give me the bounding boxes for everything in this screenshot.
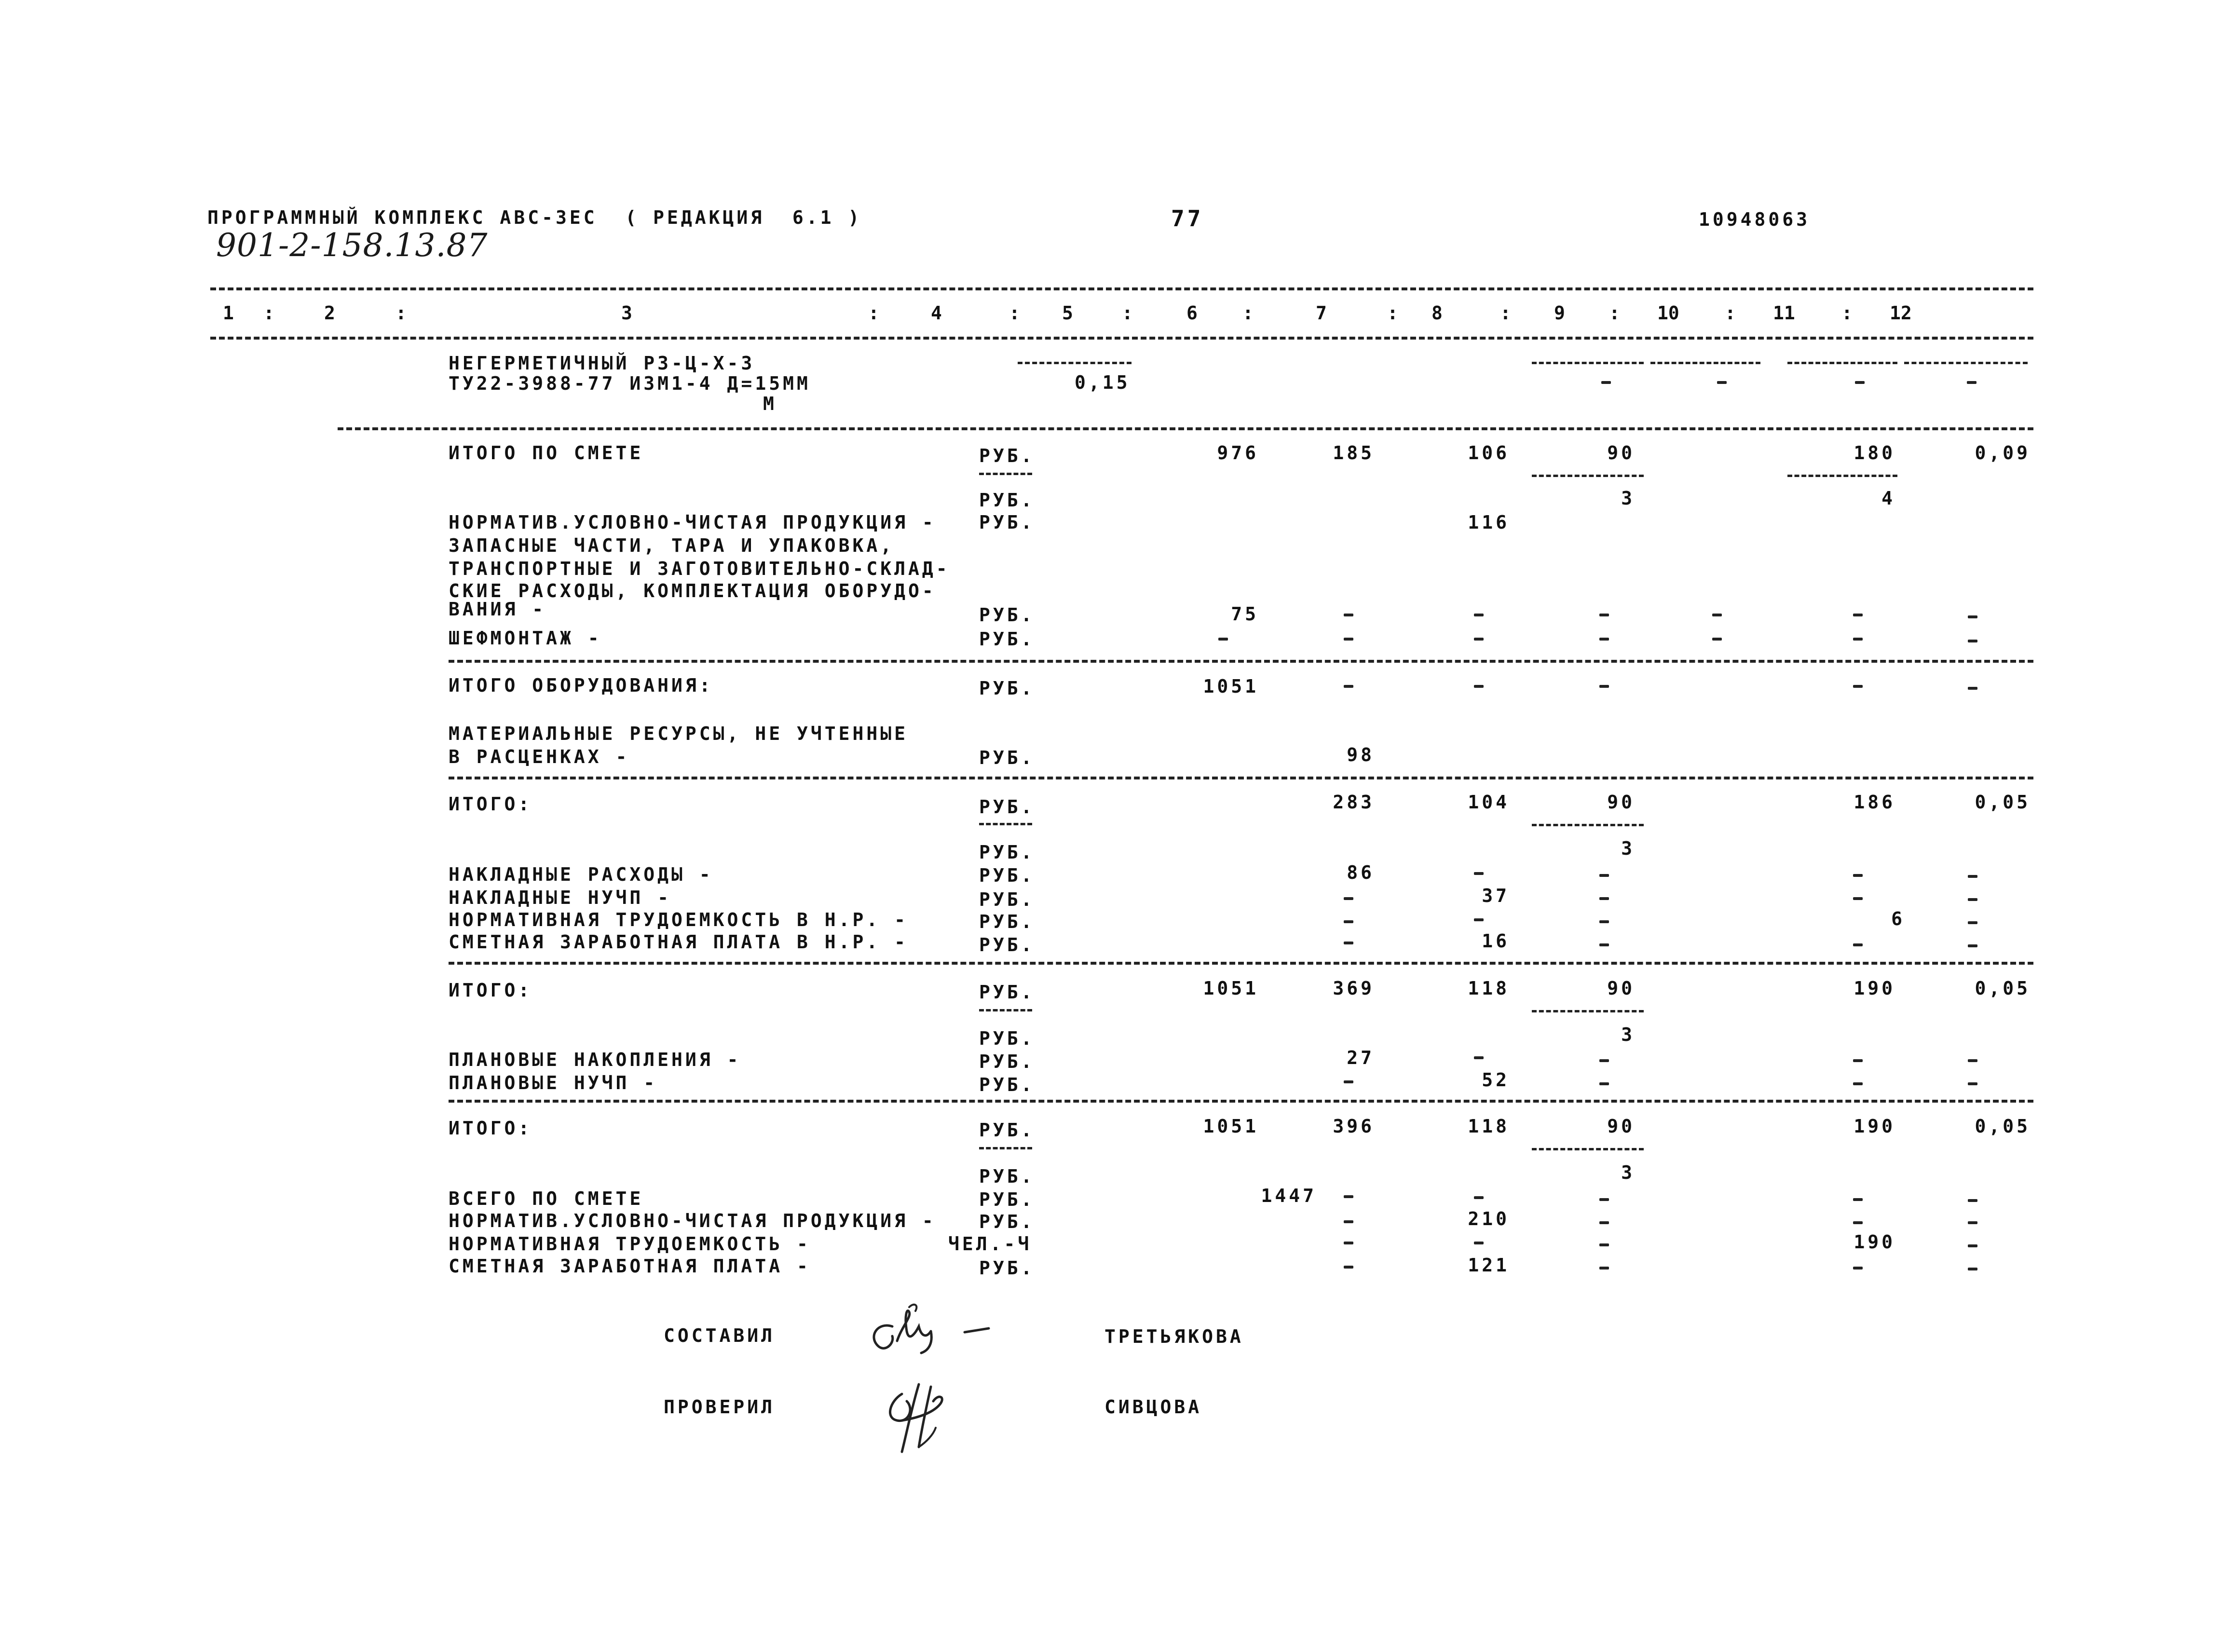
column-number: 6 bbox=[1186, 302, 1198, 324]
column-number: 1 bbox=[223, 302, 234, 324]
column-separator: : bbox=[1841, 302, 1853, 324]
zero-dash bbox=[1712, 638, 1722, 641]
zero-dash bbox=[1218, 638, 1228, 641]
zero-dash bbox=[1601, 381, 1611, 384]
rule-section bbox=[449, 777, 2033, 779]
row-label: ПЛАНОВЫЕ НУЧП - bbox=[449, 1072, 658, 1093]
row-unit: РУБ. bbox=[979, 796, 1035, 818]
zero-dash bbox=[1968, 944, 1977, 947]
zero-dash bbox=[1599, 1243, 1609, 1246]
zero-dash bbox=[1599, 638, 1609, 641]
item-col12-rule bbox=[1904, 362, 2028, 364]
zero-dash bbox=[1853, 897, 1863, 900]
column-number: 2 bbox=[324, 302, 335, 324]
column-separator: : bbox=[1009, 302, 1020, 324]
row-unit: РУБ. bbox=[979, 1051, 1035, 1072]
zero-dash bbox=[1599, 1082, 1609, 1085]
cell-col8: 52 bbox=[1482, 1069, 1510, 1091]
item-col9-rule bbox=[1532, 362, 1644, 364]
cell-col11: 180 bbox=[1854, 442, 1895, 464]
row-label: НОРМАТИВ.УСЛОВНО-ЧИСТАЯ ПРОДУКЦИЯ - bbox=[449, 512, 936, 533]
row-label: ПЛАНОВЫЕ НАКОПЛЕНИЯ - bbox=[449, 1049, 741, 1070]
row-unit: РУБ. bbox=[979, 865, 1035, 886]
compiled-by-label: СОСТАВИЛ bbox=[664, 1325, 776, 1346]
rule-top bbox=[210, 287, 2033, 290]
zero-dash bbox=[1599, 614, 1609, 616]
rule-section bbox=[449, 962, 2033, 965]
zero-dash bbox=[1853, 638, 1863, 641]
cell-col6: 75 bbox=[1231, 603, 1259, 625]
row-unit: РУБ. bbox=[979, 1120, 1035, 1141]
cell-col11: 4 bbox=[1881, 488, 1895, 509]
cell-col8: 116 bbox=[1468, 512, 1510, 533]
zero-dash bbox=[1968, 1082, 1977, 1085]
row-label: В РАСЦЕНКАХ - bbox=[449, 746, 630, 767]
zero-dash bbox=[1968, 898, 1977, 901]
cell-col12: 0,05 bbox=[1975, 792, 2031, 813]
row-label: ИТОГО: bbox=[449, 1118, 532, 1139]
zero-dash bbox=[1474, 1242, 1484, 1244]
cell-col8: 118 bbox=[1468, 978, 1510, 999]
cell-col11: 190 bbox=[1854, 978, 1895, 999]
zero-dash bbox=[1474, 614, 1484, 616]
column-number: 8 bbox=[1431, 302, 1443, 324]
cell-col11: 190 bbox=[1854, 1231, 1895, 1253]
row-unit: ЧЕЛ.-Ч bbox=[948, 1233, 1032, 1255]
zero-dash bbox=[1968, 1268, 1977, 1270]
row-label: ВАНИЯ - bbox=[449, 599, 546, 620]
row-unit: РУБ. bbox=[979, 490, 1035, 511]
zero-dash bbox=[1344, 685, 1353, 688]
cell-col8: 210 bbox=[1468, 1208, 1510, 1229]
zero-dash bbox=[1344, 897, 1353, 900]
cell-col11: 6 bbox=[1891, 908, 1905, 929]
unit-underline bbox=[979, 1009, 1032, 1011]
zero-dash bbox=[1717, 381, 1727, 384]
zero-dash bbox=[1599, 1059, 1609, 1062]
zero-dash bbox=[1474, 1196, 1484, 1199]
row-label: ШЕФМОНТАЖ - bbox=[449, 628, 602, 649]
cell-col9: 3 bbox=[1621, 1162, 1635, 1183]
row-label: ИТОГО: bbox=[449, 793, 532, 815]
cell-col8: 16 bbox=[1482, 930, 1510, 952]
cell-col7: 283 bbox=[1333, 792, 1375, 813]
row-unit: РУБ. bbox=[979, 1028, 1035, 1049]
col9-underline bbox=[1532, 1010, 1644, 1012]
row-unit: РУБ. bbox=[979, 911, 1035, 932]
column-number: 4 bbox=[931, 302, 942, 324]
zero-dash bbox=[1344, 942, 1353, 944]
cell-col6: 976 bbox=[1217, 442, 1259, 464]
item-col10-rule bbox=[1650, 362, 1760, 364]
col9-underline bbox=[1532, 1148, 1644, 1150]
zero-dash bbox=[1968, 1059, 1977, 1062]
cell-col9: 3 bbox=[1621, 1024, 1635, 1045]
zero-dash bbox=[1599, 943, 1609, 946]
row-unit: РУБ. bbox=[979, 1257, 1035, 1279]
cell-col7: 185 bbox=[1333, 442, 1375, 464]
zero-dash bbox=[1599, 920, 1609, 923]
zero-dash bbox=[1853, 874, 1863, 877]
column-separator: : bbox=[868, 302, 879, 324]
row-label: СМЕТНАЯ ЗАРАБОТНАЯ ПЛАТА В Н.Р. - bbox=[449, 931, 908, 953]
unit-underline bbox=[979, 823, 1032, 825]
row-label: НАКЛАДНЫЕ НУЧП - bbox=[449, 887, 672, 908]
column-number: 7 bbox=[1316, 302, 1327, 324]
row-unit: РУБ. bbox=[979, 678, 1035, 699]
column-number: 9 bbox=[1554, 302, 1565, 324]
handwritten-document-code: 901-2-158.13.87 bbox=[216, 227, 488, 264]
row-label: ВСЕГО ПО СМЕТЕ bbox=[449, 1188, 644, 1209]
col9-underline bbox=[1532, 475, 1644, 477]
row-label: ЗАПАСНЫЕ ЧАСТИ, ТАРА И УПАКОВКА, bbox=[449, 535, 895, 556]
zero-dash bbox=[1344, 920, 1353, 923]
row-unit: РУБ. bbox=[979, 982, 1035, 1003]
zero-dash bbox=[1344, 1242, 1353, 1244]
rule-section bbox=[449, 660, 2033, 663]
cell-col9: 3 bbox=[1621, 838, 1635, 859]
row-unit: РУБ. bbox=[979, 628, 1035, 650]
item-quantity: 0,15 bbox=[1075, 372, 1131, 393]
item-qty-rule bbox=[1018, 362, 1131, 364]
item-name-line1: НЕГЕРМЕТИЧНЫЙ РЗ-Ц-Х-3 bbox=[449, 353, 755, 374]
row-label: СКИЕ РАСХОДЫ, КОМПЛЕКТАЦИЯ ОБОРУДО- bbox=[449, 580, 936, 601]
cell-col12: 0,05 bbox=[1975, 1116, 2031, 1137]
zero-dash bbox=[1344, 1266, 1353, 1269]
item-col11-rule bbox=[1787, 362, 1897, 364]
column-number: 5 bbox=[1062, 302, 1073, 324]
zero-dash bbox=[1344, 638, 1353, 641]
checked-by-name: СИВЦОВА bbox=[1104, 1396, 1202, 1418]
zero-dash bbox=[1474, 685, 1484, 688]
zero-dash bbox=[1599, 1221, 1609, 1224]
zero-dash bbox=[1967, 381, 1977, 384]
column-separator: : bbox=[1609, 302, 1620, 324]
row-label: НОРМАТИВ.УСЛОВНО-ЧИСТАЯ ПРОДУКЦИЯ - bbox=[449, 1210, 936, 1231]
zero-dash bbox=[1474, 918, 1484, 921]
column-number: 11 bbox=[1773, 302, 1795, 324]
zero-dash bbox=[1968, 921, 1977, 924]
cell-col12: 0,05 bbox=[1975, 978, 2031, 999]
row-unit: РУБ. bbox=[979, 747, 1035, 768]
zero-dash bbox=[1853, 1082, 1863, 1085]
cell-col9: 90 bbox=[1607, 792, 1635, 813]
zero-dash bbox=[1853, 614, 1863, 616]
cell-col9: 90 bbox=[1607, 442, 1635, 464]
zero-dash bbox=[1853, 685, 1863, 688]
rule-section bbox=[338, 427, 2033, 430]
row-label: ИТОГО: bbox=[449, 980, 532, 1001]
cell-col9: 3 bbox=[1621, 488, 1635, 509]
row-label: МАТЕРИАЛЬНЫЕ РЕСУРСЫ, НЕ УЧТЕННЫЕ bbox=[449, 723, 908, 744]
col11-underline bbox=[1787, 475, 1897, 477]
zero-dash bbox=[1344, 614, 1353, 616]
zero-dash bbox=[1474, 638, 1484, 641]
column-separator: : bbox=[263, 302, 274, 324]
zero-dash bbox=[1968, 875, 1977, 878]
column-number: 10 bbox=[1657, 302, 1679, 324]
cell-col9: 90 bbox=[1607, 978, 1635, 999]
row-unit: РУБ. bbox=[979, 1166, 1035, 1187]
column-separator: : bbox=[1387, 302, 1398, 324]
cell-col7: 369 bbox=[1333, 978, 1375, 999]
cell-col8: 118 bbox=[1468, 1116, 1510, 1137]
zero-dash bbox=[1599, 1198, 1609, 1201]
column-number: 12 bbox=[1890, 302, 1912, 324]
cell-col6: 1051 bbox=[1203, 978, 1259, 999]
checked-signature bbox=[873, 1375, 979, 1461]
row-unit: РУБ. bbox=[979, 934, 1035, 956]
row-unit: РУБ. bbox=[979, 1211, 1035, 1232]
col9-underline bbox=[1532, 824, 1644, 826]
zero-dash bbox=[1712, 614, 1722, 616]
row-label: СМЕТНАЯ ЗАРАБОТНАЯ ПЛАТА - bbox=[449, 1256, 811, 1277]
row-label: ИТОГО ОБОРУДОВАНИЯ: bbox=[449, 675, 713, 696]
row-label: ИТОГО ПО СМЕТЕ bbox=[449, 442, 644, 464]
cell-col6: 1051 bbox=[1203, 676, 1259, 697]
column-separator: : bbox=[1500, 302, 1511, 324]
column-separator: : bbox=[1122, 302, 1133, 324]
cell-col12: 0,09 bbox=[1975, 442, 2031, 464]
checked-by-label: ПРОВЕРИЛ bbox=[664, 1396, 776, 1418]
cell-col9: 90 bbox=[1607, 1116, 1635, 1137]
cell-col8: 37 bbox=[1482, 885, 1510, 906]
zero-dash bbox=[1855, 381, 1865, 384]
cell-col11: 186 bbox=[1854, 792, 1895, 813]
page-number: 77 bbox=[1171, 205, 1204, 232]
compiled-signature bbox=[859, 1297, 1003, 1370]
program-title: ПРОГРАММНЫЙ КОМПЛЕКС АВС-ЗЕС ( РЕДАКЦИЯ 6.1 ) bbox=[207, 207, 862, 228]
row-unit: РУБ. bbox=[979, 842, 1035, 863]
row-label: ТРАНСПОРТНЫЕ И ЗАГОТОВИТЕЛЬНО-СКЛАД- bbox=[449, 558, 950, 579]
cell-col7: 396 bbox=[1333, 1116, 1375, 1137]
column-separator: : bbox=[395, 302, 407, 324]
zero-dash bbox=[1344, 1080, 1353, 1083]
row-unit: РУБ. bbox=[979, 512, 1035, 533]
zero-dash bbox=[1968, 687, 1977, 690]
row-label: НОРМАТИВНАЯ ТРУДОЕМКОСТЬ В Н.Р. - bbox=[449, 909, 908, 930]
cell-col6: 1051 bbox=[1203, 1116, 1259, 1137]
zero-dash bbox=[1968, 1221, 1977, 1224]
unit-underline bbox=[979, 1147, 1032, 1149]
zero-dash bbox=[1968, 640, 1977, 642]
row-unit: РУБ. bbox=[979, 1189, 1035, 1210]
zero-dash bbox=[1968, 1199, 1977, 1202]
cell-col8: 104 bbox=[1468, 792, 1510, 813]
item-unit: М bbox=[763, 393, 777, 414]
cell-col8: 106 bbox=[1468, 442, 1510, 464]
zero-dash bbox=[1599, 897, 1609, 900]
cell-col8: 121 bbox=[1468, 1255, 1510, 1276]
compiled-by-name: ТРЕТЬЯКОВА bbox=[1104, 1326, 1244, 1347]
rule-section bbox=[449, 1100, 2033, 1103]
zero-dash bbox=[1344, 1195, 1353, 1198]
row-unit: РУБ. bbox=[979, 445, 1035, 466]
column-separator: : bbox=[1242, 302, 1254, 324]
zero-dash bbox=[1599, 874, 1609, 877]
zero-dash bbox=[1853, 1267, 1863, 1270]
zero-dash bbox=[1853, 1198, 1863, 1201]
zero-dash bbox=[1599, 685, 1609, 688]
zero-dash bbox=[1968, 615, 1977, 618]
zero-dash bbox=[1853, 1221, 1863, 1224]
unit-underline bbox=[979, 473, 1032, 475]
zero-dash bbox=[1853, 1059, 1863, 1062]
zero-dash bbox=[1474, 872, 1484, 875]
zero-dash bbox=[1474, 1056, 1484, 1059]
cell-col7: 27 bbox=[1347, 1047, 1375, 1068]
zero-dash bbox=[1853, 943, 1863, 946]
item-name-line2: ТУ22-3988-77 ИЗМ1-4 Д=15ММ bbox=[449, 373, 811, 394]
row-unit: РУБ. bbox=[979, 1074, 1035, 1095]
zero-dash bbox=[1344, 1220, 1353, 1223]
column-separator: : bbox=[1725, 302, 1736, 324]
row-unit: РУБ. bbox=[979, 889, 1035, 910]
cell-col7: 98 bbox=[1347, 744, 1375, 765]
zero-dash bbox=[1599, 1267, 1609, 1270]
column-number: 3 bbox=[621, 302, 632, 324]
row-label: НОРМАТИВНАЯ ТРУДОЕМКОСТЬ - bbox=[449, 1233, 811, 1255]
row-label: НАКЛАДНЫЕ РАСХОДЫ - bbox=[449, 864, 713, 885]
cell-col11: 190 bbox=[1854, 1116, 1895, 1137]
cell-col6: 1447 bbox=[1261, 1185, 1317, 1206]
document-number: 10948063 bbox=[1699, 209, 1811, 230]
rule-header-bottom bbox=[210, 337, 2033, 340]
cell-col7: 86 bbox=[1347, 862, 1375, 883]
row-unit: РУБ. bbox=[979, 604, 1035, 626]
zero-dash bbox=[1968, 1244, 1977, 1247]
